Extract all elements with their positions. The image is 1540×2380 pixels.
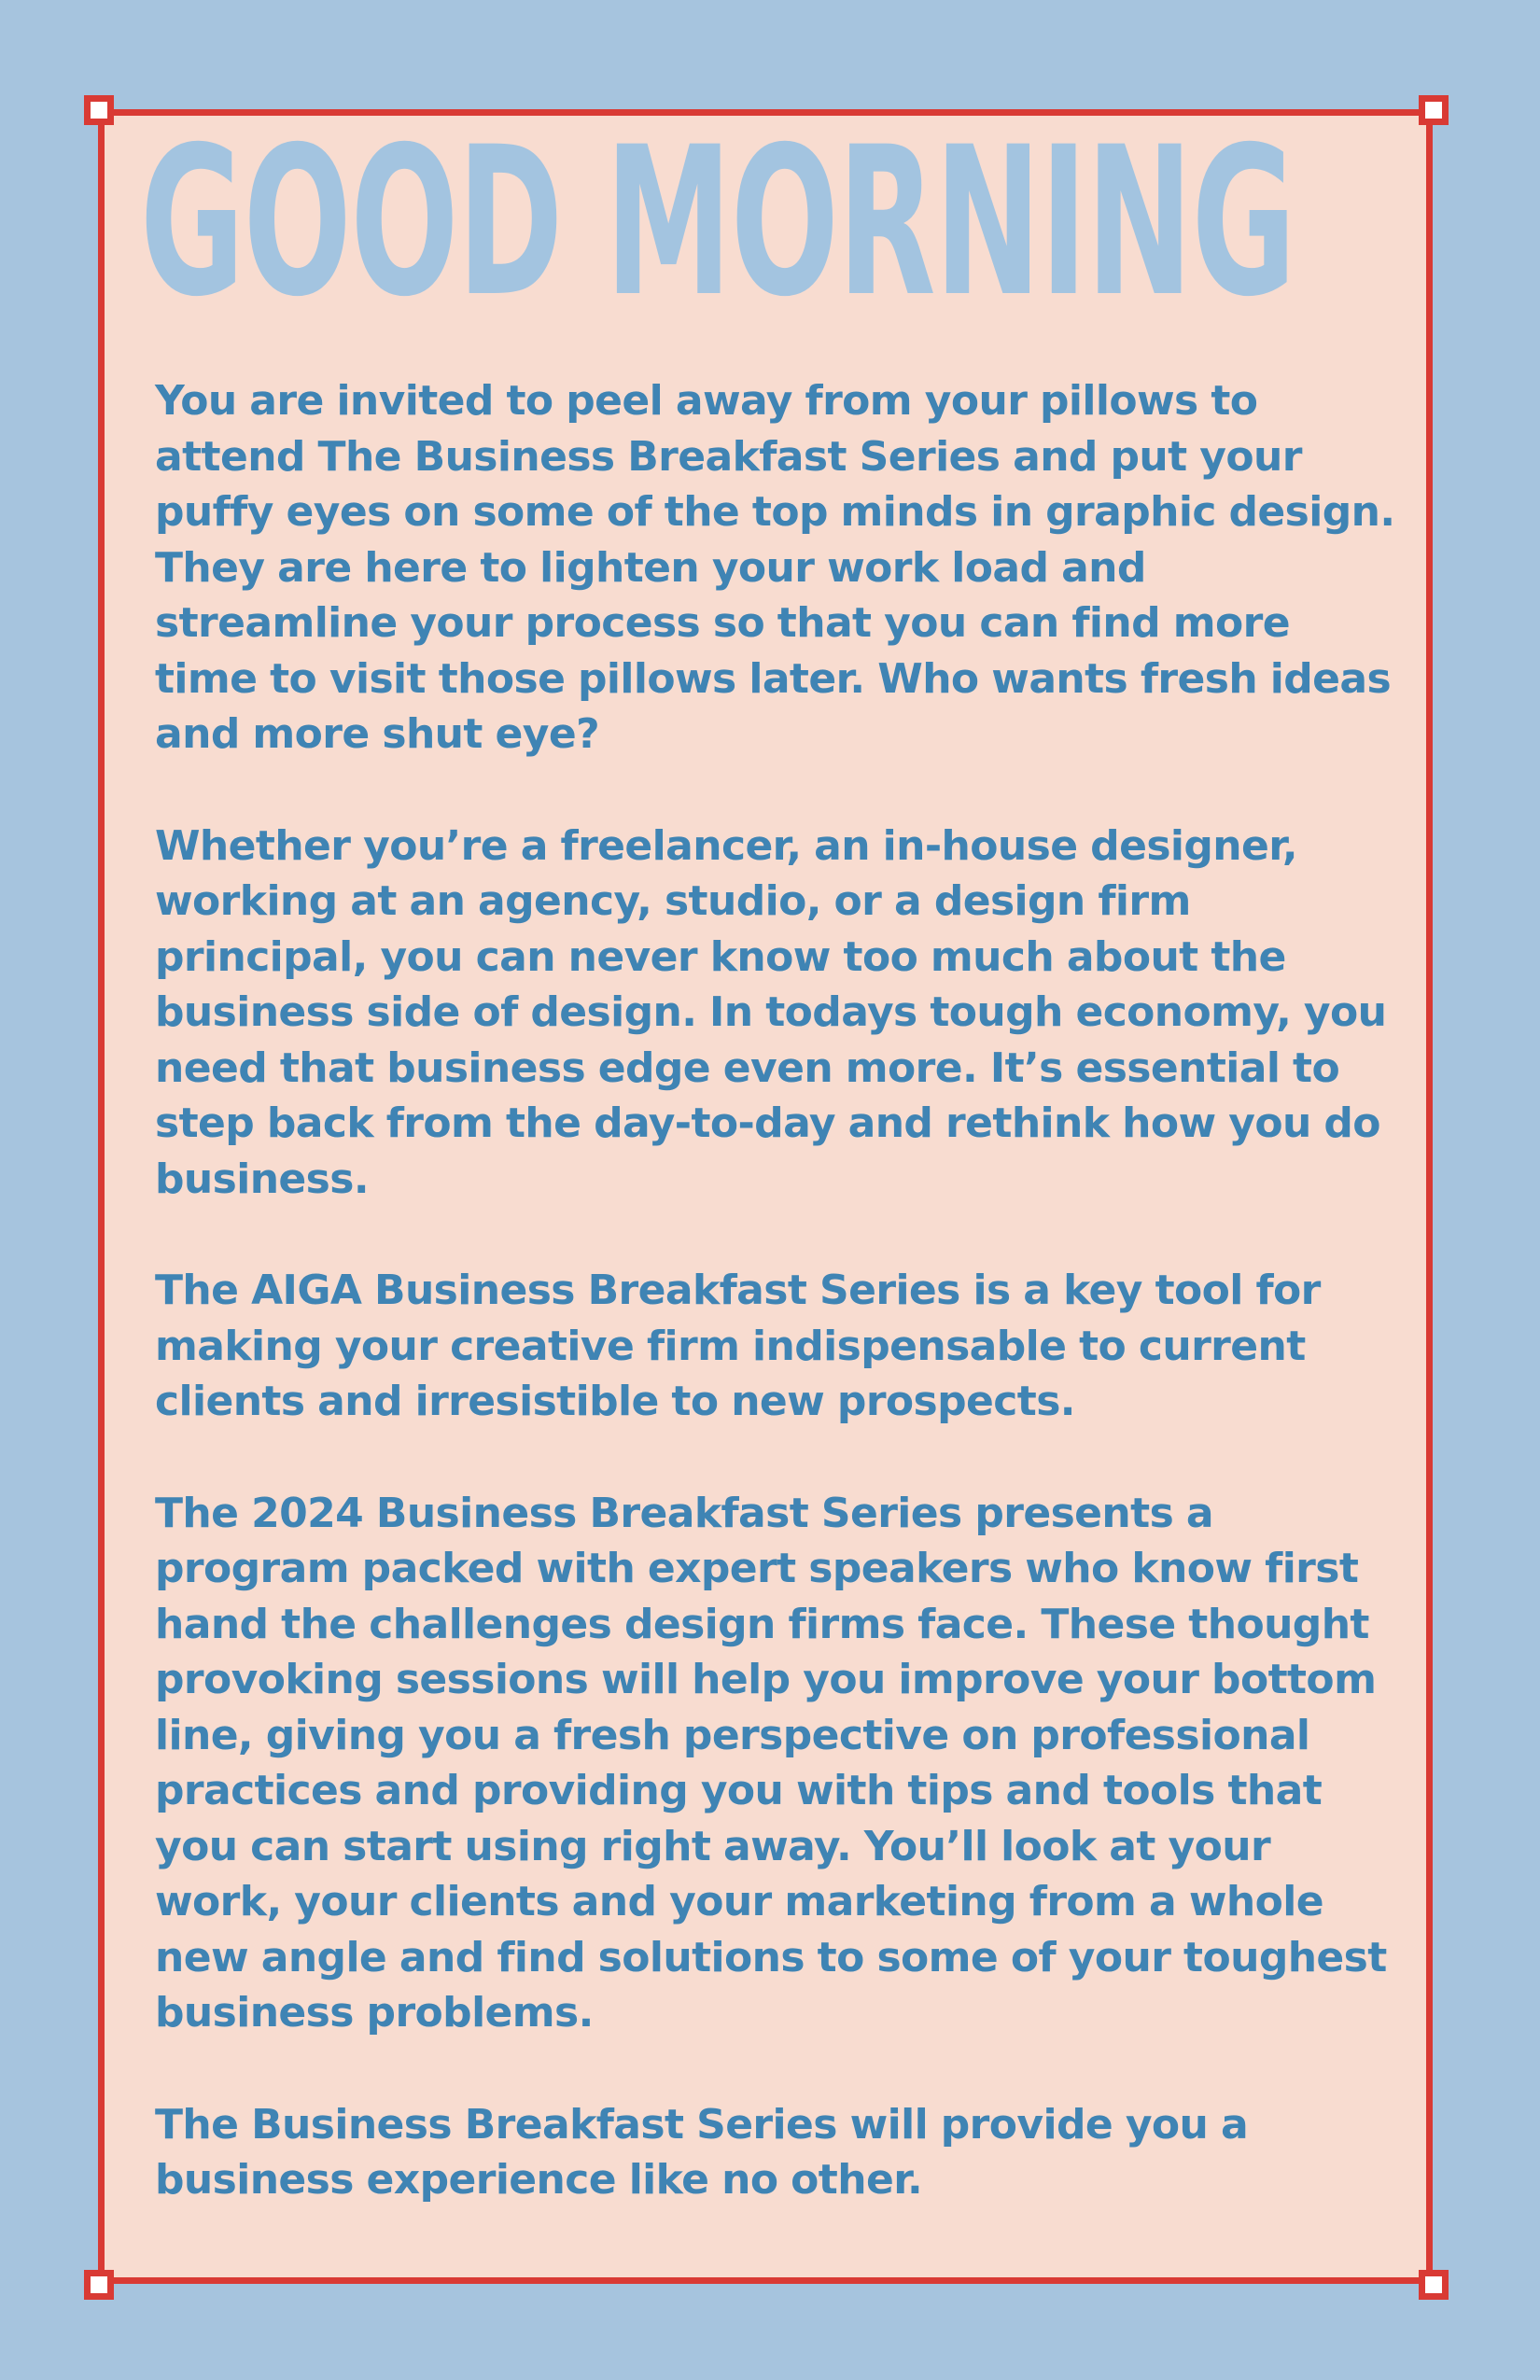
paragraph-business-side: Whether you’re a freelancer, an in-house designer, working at an agency, studio, or a design firm principal, you can never know too much about the business side of design. In todays tough economy, you need that business edge even more. It’s essential to step back from the day-to-day and rethink how you do business. [155,821,1387,1203]
corner-handle-top-right[interactable] [1419,95,1449,125]
paragraph-closing: The Business Breakfast Series will provide you a business experience like no other. [155,2100,1249,2204]
body-text [155,373,1396,2264]
corner-handle-bottom-left[interactable] [84,2270,114,2300]
headline: GOOD MORNING [140,103,1295,342]
paragraph-program: The 2024 Business Breakfast Series presents a program packed with expert speakers who know first hand the challenges design firms face. These thought provoking sessions will help you improve your bottom line, giving you a fresh perspective on professional practices and providing you with tips and tools that you can start using right away. You’ll look at your work, your clients and your marketing from a whole new angle and find solutions to some of your toughest business problems. [155,1489,1387,2037]
corner-handle-top-left[interactable] [84,95,114,125]
corner-handle-bottom-right[interactable] [1419,2270,1449,2300]
paragraph-invitation: You are invited to peel away from your pillows to attend The Business Breakfast Series and put your puffy eyes on some of the top minds in graphic design. They are here to lighten your work load and streamline your process so that you can find more time to visit those pillows later. Who wants fresh ideas and more shut eye? [155,377,1395,758]
paragraph-key-tool: The AIGA Business Breakfast Series is a key tool for making your creative firm indispensable to current clients and irresistible to new prospects. [155,1267,1321,1425]
